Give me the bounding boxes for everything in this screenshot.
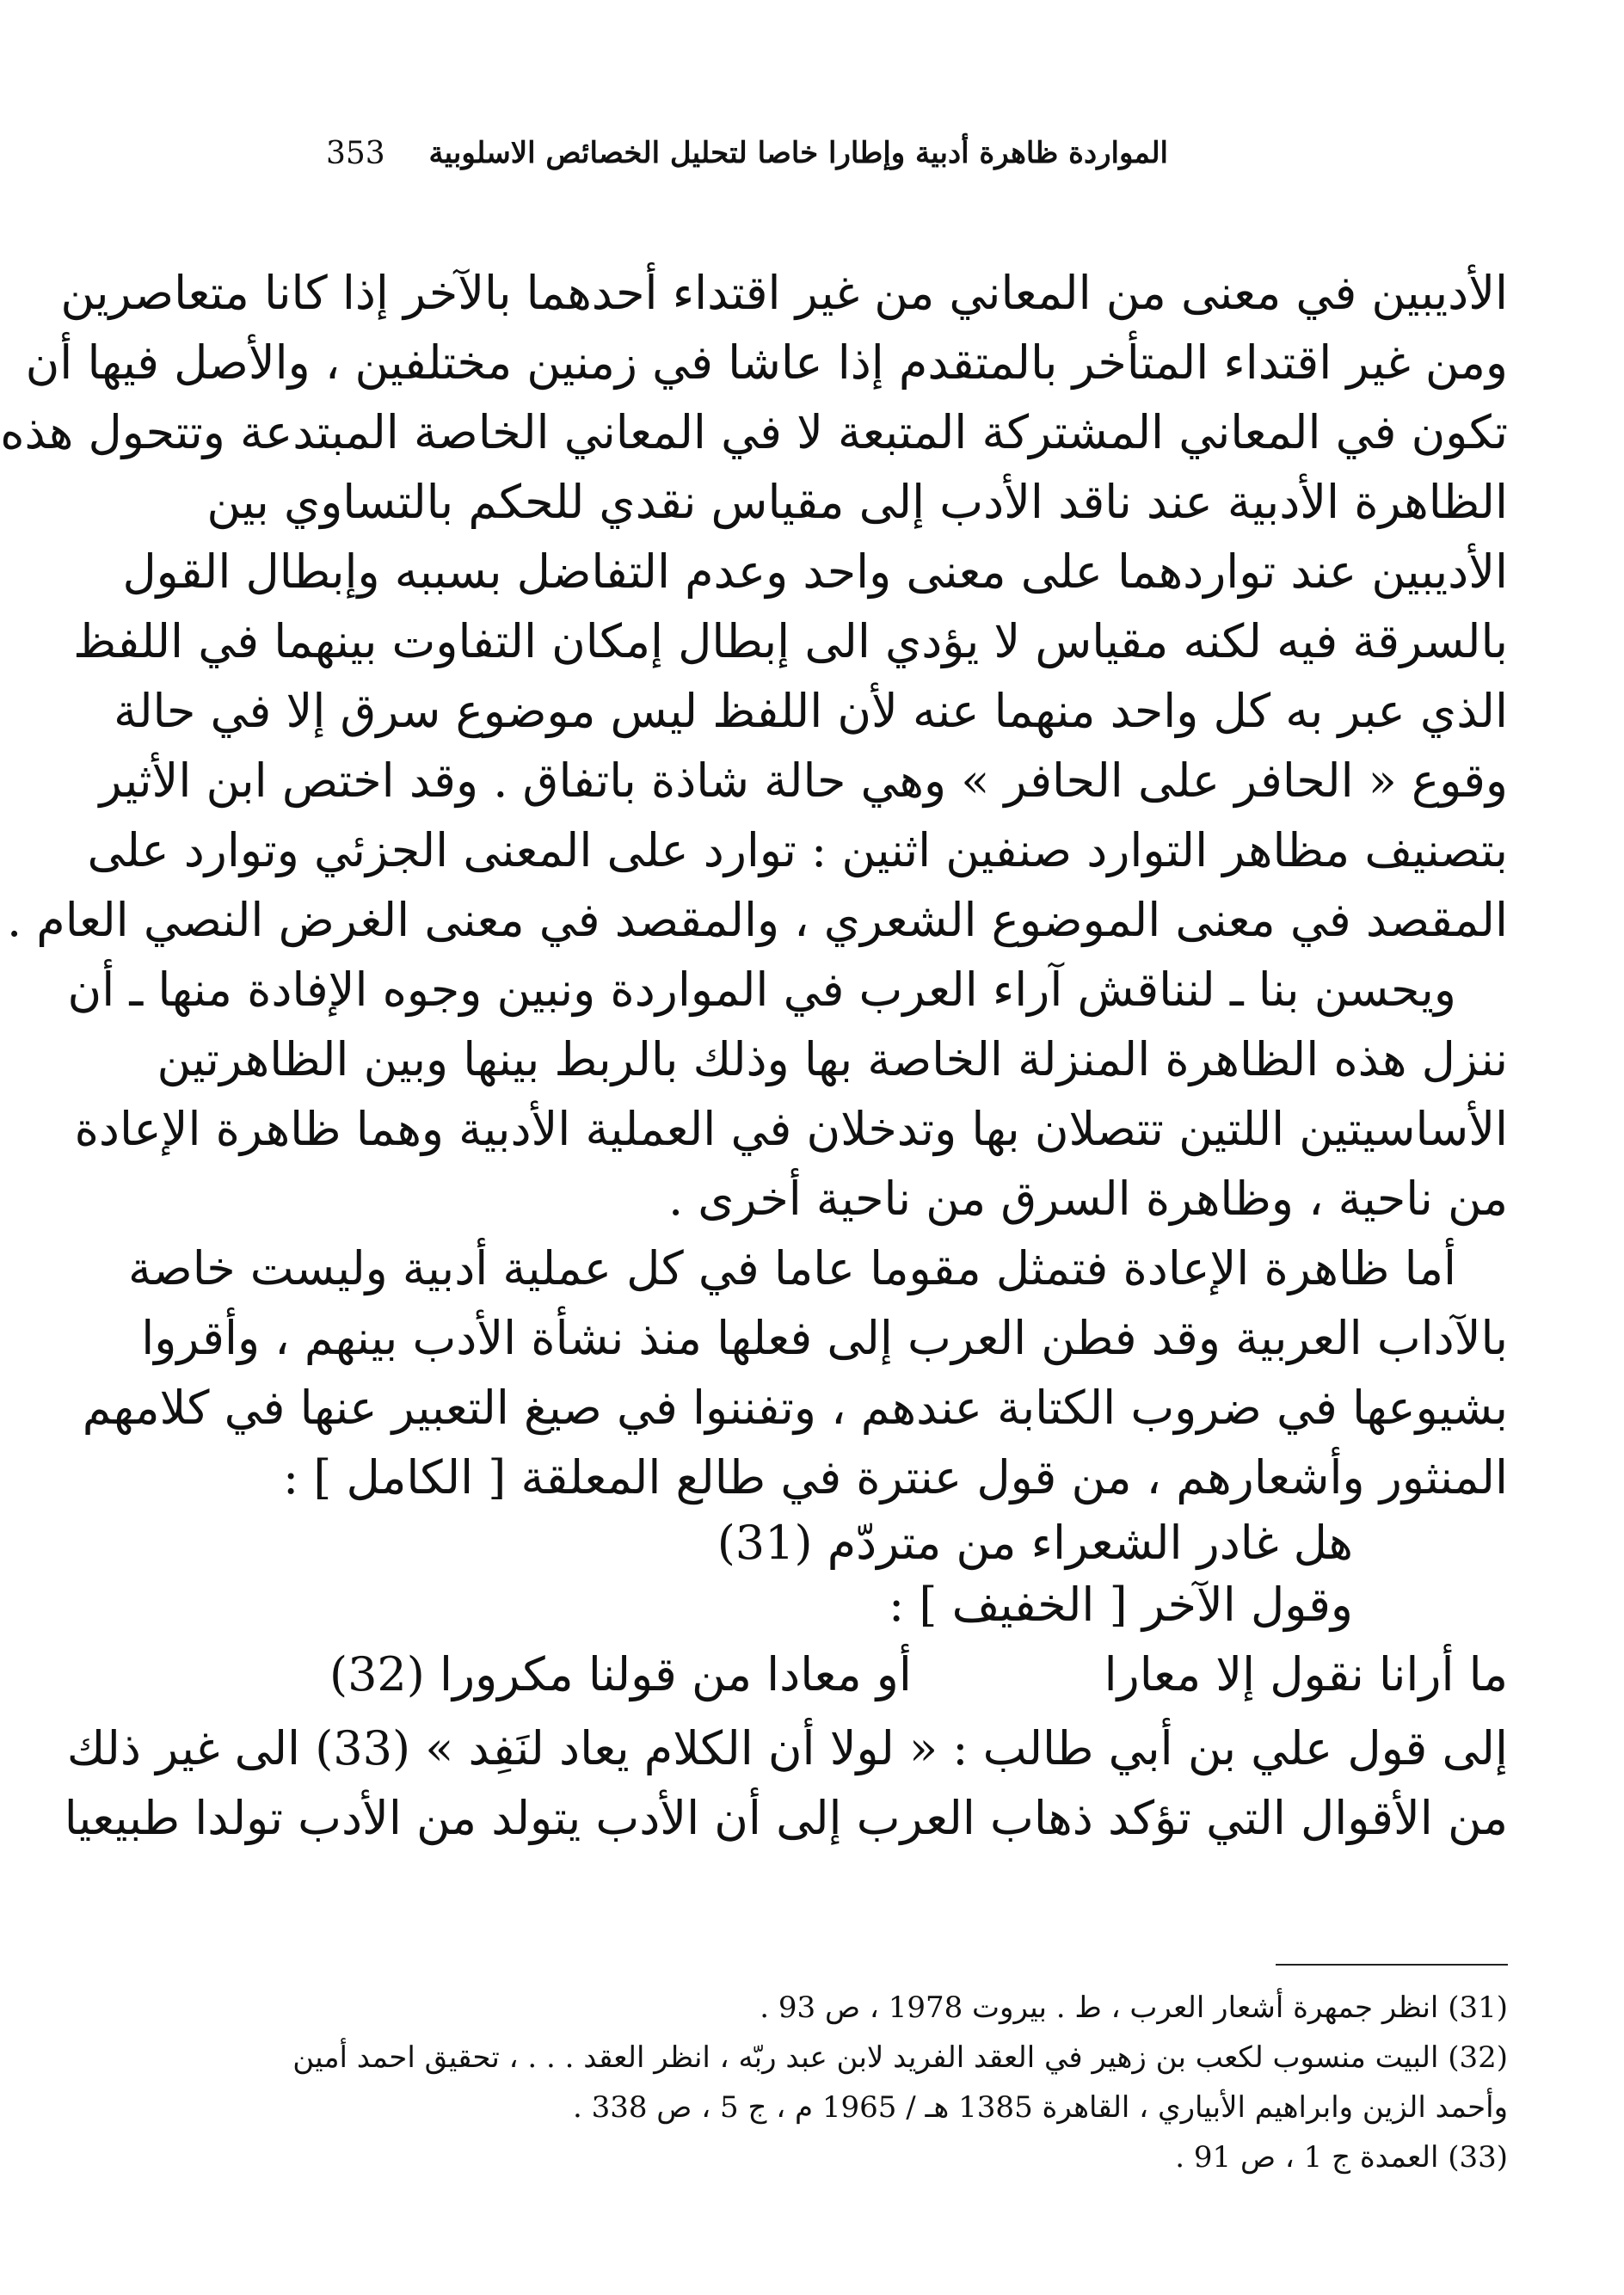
text-line: ومن غير اقتداء المتأخر بالمتقدم إذا عاشا في زمنين مختلفين ، والأصل فيها أن <box>25 335 1508 390</box>
paragraph-3 <box>82 1234 1508 1512</box>
running-title: المواردة ظاهرة أدبية وإطارا خاصا لتحليل الخصائص الاسلوبية <box>428 136 1168 170</box>
text-line: الذي عبر به كل واحد منهما عنه لأن اللفظ ليس موضوع سرق إلا في حالة <box>114 684 1508 738</box>
text-line: بالآداب العربية وقد فطن العرب إلى فعلها منذ نشأة الأدب بينهم ، وأقروا <box>141 1311 1508 1365</box>
footnotes <box>292 1983 1508 2182</box>
verse-second-hemistich: أو معادا من قولنا مكرورا (32) <box>329 1647 912 1701</box>
text-line: المقصد في معنى الموضوع الشعري ، والمقصد في معنى الغرض النصي العام . <box>6 893 1508 947</box>
footnote-32-continued: وأحمد الزين وابراهيم الأبياري ، القاهرة 1385 هـ / 1965 م ، ج 5 ، ص 338 . <box>572 2090 1508 2125</box>
text-line: وقوع « الحافر على الحافر » وهي حالة شاذة باتفاق . وقد اختص ابن الأثير <box>99 754 1508 808</box>
footnote-33: (33) العمدة ج 1 ، ص 91 . <box>1175 2140 1508 2175</box>
paragraph-1 <box>0 258 1508 955</box>
page-number: 353 <box>326 136 385 171</box>
verse-line: هل غادر الشعراء من متردّم (31) <box>717 1516 1353 1570</box>
paragraph-2 <box>67 955 1508 1234</box>
text-line: بتصنيف مظاهر التوارد صنفين اثنين : توارد على المعنى الجزئي وتوارد على <box>87 823 1508 877</box>
verse-couplet <box>329 1636 1508 1714</box>
text-line: بالسرقة فيه لكنه مقياس لا يؤدي الى إبطال إمكان التفاوت بينهما في اللفظ <box>73 614 1508 668</box>
text-line: من الأقوال التي تؤكد ذهاب العرب إلى أن الأدب يتولد من الأدب تولدا طبيعيا <box>64 1791 1508 1845</box>
text-line: ننزل هذه الظاهرة المنزلة الخاصة بها وذلك بالربط بينها وبين الظاهرتين <box>157 1032 1508 1086</box>
body-text <box>0 258 1508 1853</box>
text-line: الأديبين في معنى من المعاني من غير اقتداء أحدهما بالآخر إذا كانا متعاصرين <box>60 266 1508 320</box>
verse-intro: وقول الآخر [ الخفيف ] : <box>889 1578 1353 1632</box>
text-line: الأساسيتين اللتين تتصلان بها وتدخلان في العملية الأدبية وهما ظاهرة الإعادة <box>74 1102 1508 1156</box>
page-header <box>326 136 1508 188</box>
text-line: المنثور وأشعارهم ، من قول عنترة في طالع المعلقة [ الكامل ] : <box>282 1450 1508 1504</box>
text-line: من ناحية ، وظاهرة السرق من ناحية أخرى . <box>667 1172 1508 1226</box>
footnote-31: (31) انظر جمهرة أشعار العرب ، ط . بيروت 1978 ، ص 93 . <box>760 1990 1508 2025</box>
text-line: أما ظاهرة الإعادة فتمثل مقوما عاما في كل عملية أدبية وليست خاصة <box>127 1241 1456 1295</box>
text-line: الأديبين عند تواردهما على معنى واحد وعدم التفاضل بسببه وإبطال القول <box>122 545 1508 599</box>
text-line: ويحسن بنا ـ لنناقش آراء العرب في المواردة ونبين وجوه الإفادة منها ـ أن <box>67 963 1456 1017</box>
text-line: الظاهرة الأدبية عند ناقد الأدب إلى مقياس نقدي للحكم بالتساوي بين <box>206 475 1508 529</box>
paragraph-4 <box>64 1714 1508 1853</box>
text-line: إلى قول علي بن أبي طالب : « لولا أن الكلام يعاد لنَفِد » (33) الى غير ذلك <box>66 1721 1508 1775</box>
text-line: تكون في المعاني المشتركة المتبعة لا في المعاني الخاصة المبتدعة وتتحول هذه <box>0 405 1508 459</box>
text-line: بشيوعها في ضروب الكتابة عندهم ، وتفننوا في صيغ التعبير عنها في كلامهم <box>82 1381 1508 1435</box>
verse-first-hemistich: ما أرانا نقول إلا معارا <box>1104 1647 1508 1701</box>
footnote-divider <box>1276 1964 1508 1966</box>
footnote-32: (32) البيت منسوب لكعب بن زهير في العقد الفريد لابن عبد ربّه ، انظر العقد . . . ، تحقيق احمد أمين <box>292 2040 1508 2075</box>
